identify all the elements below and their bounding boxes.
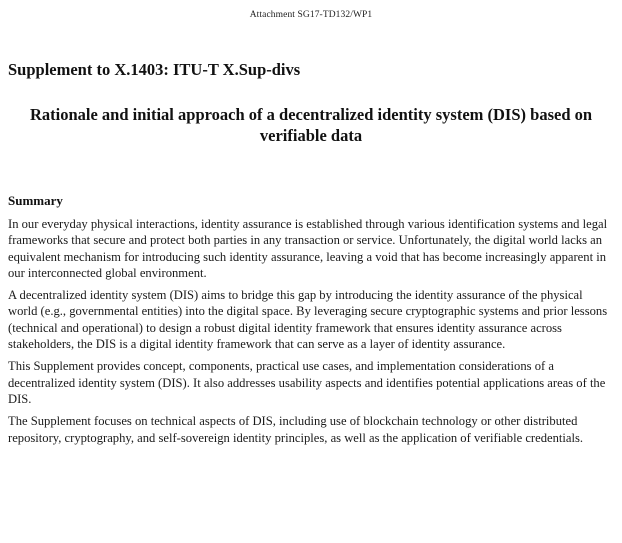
supplement-title: Supplement to X.1403: ITU-T X.Sup-divs — [8, 60, 301, 79]
summary-paragraph-2: A decentralized identity system (DIS) aims to bridge this gap by introducing the identity assurance of the physical world (e.g., governmental entities) into the digital space. By leveraging secure cryptographic systems and prior lessons (technical and operational) to design a robust digital identity framework that ensures identity assurance across stakeholders, the DIS is a digital identity framework that can serve as a layer of identity assurance. — [8, 288, 608, 352]
summary-paragraph-4: The Supplement focuses on technical aspects of DIS, including use of blockchain technology or other distributed repository, cryptography, and self-sovereign identity principles, as well as the application of verifiable credentials. — [8, 414, 584, 445]
document-title: Rationale and initial approach of a decentralized identity system (DIS) based on verifiable data — [29, 105, 593, 145]
attachment-reference: Attachment SG17-TD132/WP1 — [249, 10, 373, 20]
summary-heading: Summary — [8, 193, 63, 208]
summary-body — [8, 216, 611, 452]
summary-paragraph-1: In our everyday physical interactions, identity assurance is established through various identification systems and legal frameworks that secure and protect both parties in any transaction or service. Unfortunately, the digital world lacks an equivalent mechanism for introducing such identity assurance, leaving a void that has become increasingly apparent in our interconnected global environment. — [8, 217, 608, 280]
summary-paragraph-3: This Supplement provides concept, components, practical use cases, and implementation considerations of a decentralized identity system (DIS). It also addresses usability aspects and identifies potential applications areas of the DIS. — [8, 359, 606, 406]
